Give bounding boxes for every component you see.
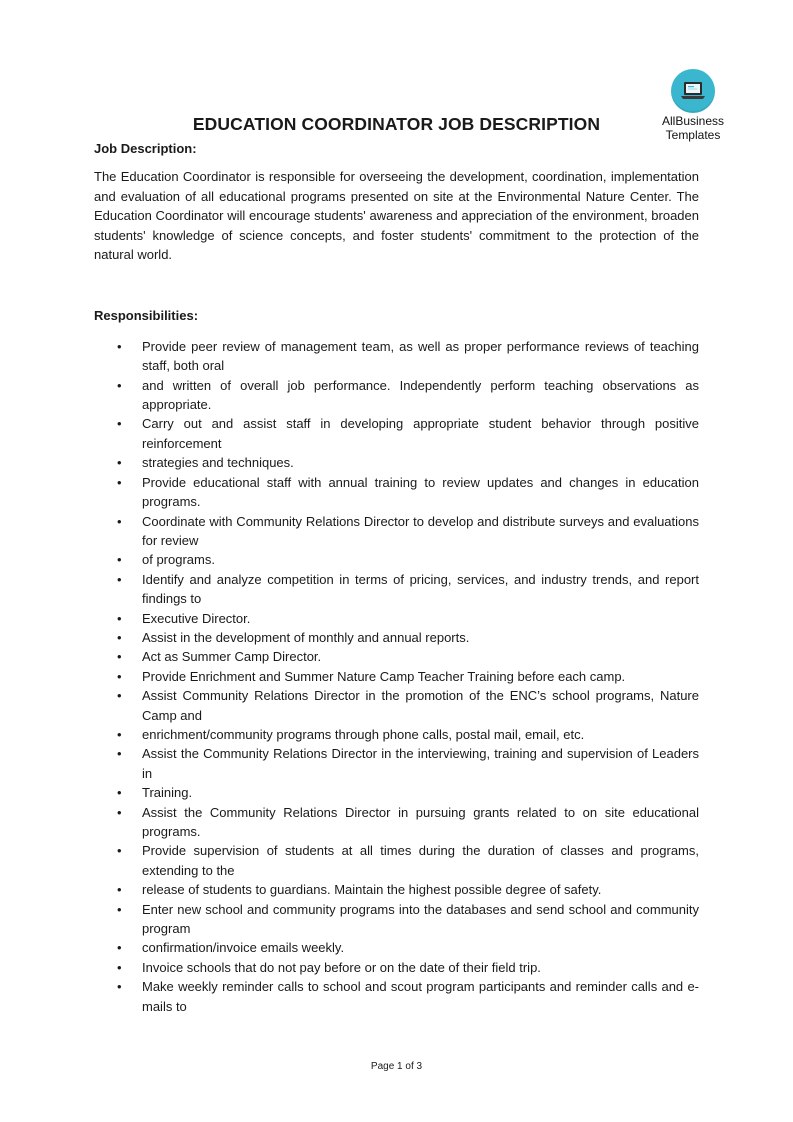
- list-item: [94, 803, 699, 842]
- list-item: [94, 550, 699, 569]
- list-item: [94, 744, 699, 783]
- bullet: •: [117, 610, 122, 626]
- bullet: •: [117, 455, 122, 471]
- list-item-text: Executive Director.: [142, 610, 251, 626]
- logo-text-line-2: Templates: [665, 128, 721, 142]
- list-item: [94, 512, 699, 551]
- bullet: •: [117, 979, 122, 995]
- bullet: •: [117, 785, 122, 801]
- responsibilities-heading: Responsibilities:: [94, 308, 199, 324]
- bullet: •: [117, 552, 122, 568]
- list-item: [94, 783, 699, 802]
- list-item-text: Carry out and assist staff in developing appropriate student behavior through positive reinforcement: [142, 416, 699, 451]
- page-number-footer: Page 1 of 3: [370, 1061, 423, 1072]
- list-item-text: enrichment/community programs through phone calls, postal mail, email, etc.: [142, 726, 585, 742]
- list-item-text: Assist Community Relations Director in the promotion of the ENC’s school programs, Nature Camp and: [142, 688, 699, 723]
- list-item: [94, 686, 699, 725]
- bullet: •: [117, 377, 122, 393]
- job-description-heading: Job Description:: [94, 141, 197, 156]
- bullet: •: [117, 649, 122, 665]
- list-item-text: Training.: [142, 785, 193, 801]
- list-item-text: Provide peer review of management team, as well as proper performance reviews of teaching staff, both oral: [142, 338, 699, 374]
- list-item: [94, 977, 699, 1016]
- list-item-text: strategies and techniques.: [142, 455, 294, 471]
- list-item-text: Provide Enrichment and Summer Nature Camp Teacher Training before each camp.: [142, 668, 626, 684]
- list-item: [94, 667, 699, 686]
- laptop-icon: [671, 69, 715, 113]
- list-item: [94, 570, 699, 609]
- list-item-text: Make weekly reminder calls to school and scout program participants and reminder calls and e-mails to: [142, 979, 699, 1014]
- bullet: •: [117, 474, 122, 490]
- list-item-text: Act as Summer Camp Director.: [142, 649, 322, 665]
- bullet: •: [117, 959, 122, 975]
- list-item-text: Invoice schools that do not pay before or on the date of their field trip.: [142, 959, 541, 975]
- list-item: [94, 453, 699, 472]
- bullet: •: [117, 571, 122, 587]
- list-item-text: Identify and analyze competition in terms of pricing, services, and industry trends, and report findings to: [142, 571, 699, 607]
- list-item-text: release of students to guardians. Maintain the highest possible degree of safety.: [142, 882, 602, 898]
- bullet: •: [117, 416, 122, 432]
- list-item: [94, 841, 699, 880]
- job-description-text: The Education Coordinator is responsible for overseeing the development, coordination, implementation and evaluation of all educational programs presented on site at the Environmental Nature Center. The Education Coordinator will encourage students' awareness and appreciation of the environment, broaden students' knowledge of science concepts, and foster students' commitment to the protection of the natural world.: [94, 169, 699, 263]
- list-item: [94, 880, 699, 899]
- list-item-text: Assist the Community Relations Director in the interviewing, training and supervision of Leaders in: [142, 746, 699, 781]
- list-item-text: Enter new school and community programs into the databases and send school and community program: [142, 901, 699, 937]
- responsibilities-list: [94, 337, 699, 1016]
- bullet: •: [117, 882, 122, 898]
- list-item-text: Assist the Community Relations Director in pursuing grants related to on site educational programs.: [142, 804, 699, 839]
- list-item-text: Provide educational staff with annual training to review updates and changes in education programs.: [142, 474, 699, 510]
- bullet: •: [117, 843, 122, 859]
- bullet: •: [117, 901, 122, 917]
- list-item-text: Coordinate with Community Relations Director to develop and distribute surveys and evaluations for review: [142, 513, 699, 548]
- list-item: [94, 628, 699, 647]
- list-item: [94, 900, 699, 939]
- page-title: EDUCATION COORDINATOR JOB DESCRIPTION: [192, 114, 601, 134]
- bullet: •: [117, 804, 122, 820]
- bullet: •: [117, 513, 122, 529]
- list-item: [94, 958, 699, 977]
- logo-text-line-1: AllBusiness: [661, 114, 725, 128]
- list-item-text: Assist in the development of monthly and annual reports.: [142, 629, 470, 645]
- list-item: [94, 473, 699, 512]
- bullet: •: [117, 726, 122, 742]
- document-body: [94, 139, 699, 1016]
- list-item: [94, 414, 699, 453]
- list-item: [94, 337, 699, 376]
- bullet: •: [117, 746, 122, 762]
- list-item: [94, 376, 699, 415]
- bullet: •: [117, 338, 122, 354]
- list-item-text: and written of overall job performance. Independently perform teaching observations as appropriate.: [142, 377, 699, 413]
- list-item-text: of programs.: [142, 552, 215, 568]
- list-item: [94, 725, 699, 744]
- list-item-text: confirmation/invoice emails weekly.: [142, 940, 345, 956]
- list-item-text: Provide supervision of students at all times during the duration of classes and programs, extending to the: [142, 843, 699, 878]
- bullet: •: [117, 940, 122, 956]
- list-item: [94, 938, 699, 957]
- bullet: •: [117, 629, 122, 645]
- list-item: [94, 647, 699, 666]
- bullet: •: [117, 688, 122, 704]
- bullet: •: [117, 668, 122, 684]
- list-item: [94, 609, 699, 628]
